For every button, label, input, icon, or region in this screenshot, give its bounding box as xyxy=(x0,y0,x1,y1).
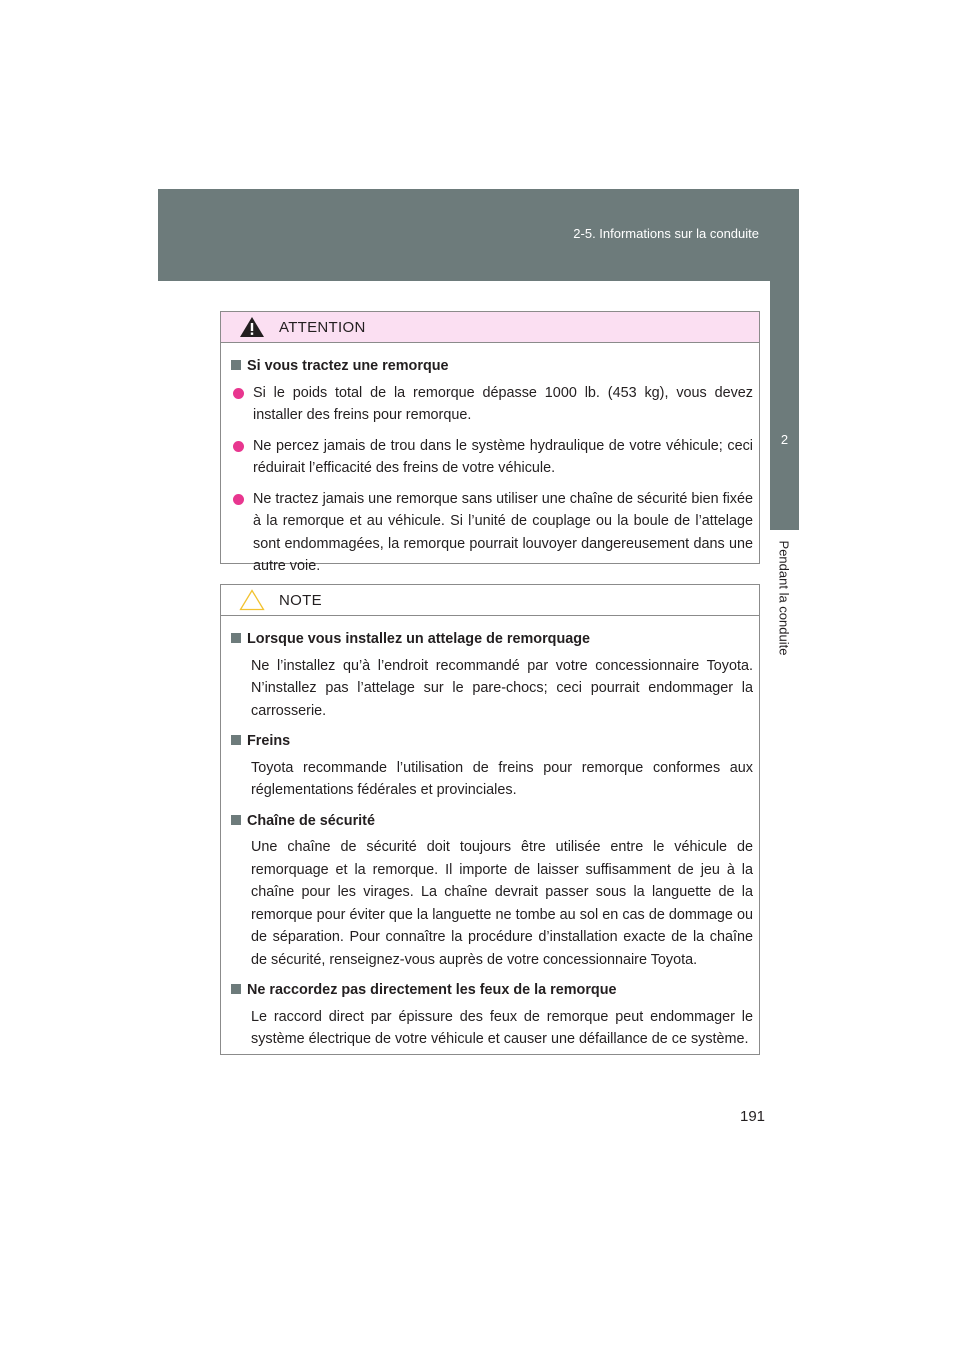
warning-triangle-outline-icon xyxy=(239,588,265,612)
attention-body xyxy=(221,343,759,600)
note-paragraph: Une chaîne de sécurité doit toujours être utilisée entre le véhicule de remorquage et la remorque. Il importe de laisser suffisamment de jeu à la chaîne pour les virages. La chaîne devrait passer sous la languette de la remorque pour éviter que la languette ne tombe au sol en cas de dommage ou de séparation. Pour connaître la procédure d’installation exacte de la chaîne de sécurité, renseignez-vous auprès de votre concessionnaire Toyota. xyxy=(251,839,753,968)
attention-title: ATTENTION xyxy=(279,318,366,336)
bullet-dot-icon xyxy=(233,441,244,452)
header-bar xyxy=(158,189,799,281)
square-bullet-icon xyxy=(231,815,241,825)
attention-header xyxy=(221,312,759,343)
square-bullet-icon xyxy=(231,360,241,370)
note-section-heading: Lorsque vous installez un attelage de remorquage xyxy=(231,628,753,651)
chapter-number: 2 xyxy=(780,432,789,447)
bullet-dot-icon xyxy=(233,494,244,505)
chapter-tab xyxy=(770,266,799,530)
note-body xyxy=(221,616,759,1073)
attention-box xyxy=(220,311,760,574)
warning-triangle-filled-icon xyxy=(239,315,265,339)
note-section-heading: Ne raccordez pas directement les feux de la remorque xyxy=(231,979,753,1002)
attention-bullet: Ne tractez jamais une remorque sans utiliser une chaîne de sécurité bien fixée à la remorque et au véhicule. Si l’unité de couplage ou la boule de l’attelage sont endommagées, la remorque pourrait louvoyer dangereusement dans une autre voie. xyxy=(231,488,753,578)
note-paragraph: Toyota recommande l’utilisation de freins pour remorque conformes aux réglementations fédérales et provinciales. xyxy=(251,759,753,798)
note-section-heading: Chaîne de sécurité xyxy=(231,810,753,833)
note-box xyxy=(220,584,760,1055)
note-title: NOTE xyxy=(279,591,322,609)
note-paragraph: Ne l’installez qu’à l’endroit recommandé par votre concessionnaire Toyota. N’installez pas l’attelage sur le pare-chocs; ceci pourrait endommager la carrosserie. xyxy=(251,657,753,719)
bullet-dot-icon xyxy=(233,388,244,399)
page-number: 191 xyxy=(740,1108,766,1125)
section-title: 2-5. Informations sur la conduite xyxy=(573,226,759,241)
note-section-heading: Freins xyxy=(231,730,753,753)
square-bullet-icon xyxy=(231,735,241,745)
note-header xyxy=(221,585,759,616)
attention-bullet: Ne percez jamais de trou dans le système hydraulique de votre véhicule; ceci réduirait l’efficacité des freins de votre véhicule. xyxy=(231,435,753,480)
chapter-label: Pendant la conduite xyxy=(776,540,792,656)
attention-section-heading: Si vous tractez une remorque xyxy=(231,355,753,378)
square-bullet-icon xyxy=(231,633,241,643)
note-paragraph: Le raccord direct par épissure des feux de remorque peut endommager le système électrique de votre véhicule et causer une défaillance de ce système. xyxy=(251,1008,753,1047)
attention-bullet: Si le poids total de la remorque dépasse 1000 lb. (453 kg), vous devez installer des freins pour remorque. xyxy=(231,382,753,427)
square-bullet-icon xyxy=(231,984,241,994)
